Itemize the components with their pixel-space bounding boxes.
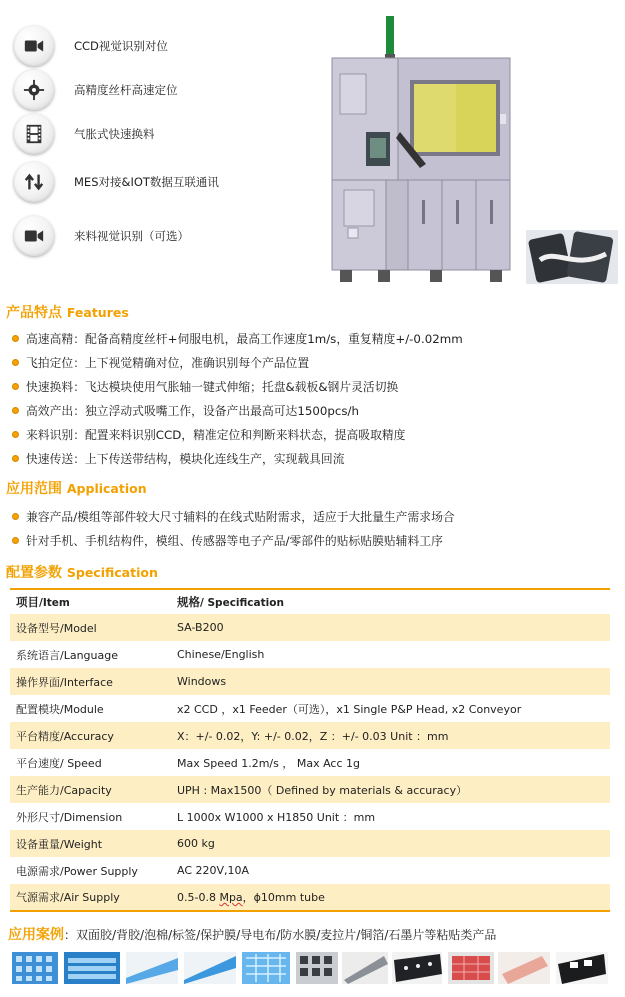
bullet-dot-icon <box>12 383 19 390</box>
bullet-dot-icon <box>12 513 19 520</box>
feature-label: 来料视觉识别（可选） <box>74 229 189 243</box>
table-row: 系统语言/Language Chinese/English <box>16 648 265 662</box>
feature-incoming-vision <box>14 216 189 256</box>
table-row: 平台速度/ Speed Max Speed 1.2m/s ， Max Acc 1g <box>16 756 360 770</box>
feature-screw-positioning <box>14 70 178 110</box>
list-item: 兼容产品/模组等部件较大尺寸辅料的在线式贴附需求，适应于大批量生产需求场合 <box>12 508 455 525</box>
feature-ccd-alignment <box>14 26 168 66</box>
bullet-dot-icon <box>12 455 19 462</box>
sync-arrows-icon <box>23 171 45 193</box>
application-heading <box>6 478 147 498</box>
table-row: 气源需求/Air Supply 0.5-0.8 Mpa，ϕ10mm tube <box>10 884 610 911</box>
table-row: 设备型号/Model SA-B200 <box>10 614 610 641</box>
spec-title-en: Specification <box>66 565 158 580</box>
features-title-en: Features <box>66 305 129 320</box>
table-row: 平台精度/Accuracy X：+/- 0.02，Y: +/- 0.02，Z ：+/- 0.03 Unit ：mm <box>10 722 610 749</box>
feature-label: MES对接&IOT数据互联通讯 <box>74 175 219 189</box>
bullet-dot-icon <box>12 407 19 414</box>
list-item: 针对手机、手机结构件，模组、传感器等电子产品/零部件的贴标贴膜贴辅料工序 <box>12 532 443 549</box>
table-row: 操作界面/Interface Windows <box>10 668 610 695</box>
cases-text: ：双面胶/背胶/泡棉/标签/保护膜/导电布/防水膜/麦拉片/铜箔/石墨片等粘贴类产品 <box>64 928 497 942</box>
video-camera-icon <box>23 225 45 247</box>
bullet-dot-icon <box>12 335 19 342</box>
application-cases <box>8 924 496 944</box>
features-heading <box>6 302 129 322</box>
machine-image <box>330 14 522 290</box>
table-row: 生产能力/Capacity UPH : Max1500（ Defined by materials & accuracy） <box>10 776 610 803</box>
case-sample-thumbnails <box>12 950 612 986</box>
features-title-cn: 产品特点 <box>6 305 62 321</box>
spec-table-header: 项目/Item 规格/ Specification <box>10 589 610 614</box>
bullet-dot-icon <box>12 359 19 366</box>
list-item: 快速换料：飞达模块使用气胀轴一键式伸缩；托盘&载板&钢片灵活切换 <box>12 378 398 395</box>
list-item: 高效产出：独立浮动式吸嘴工作，设备产出最高可达1500pcs/h <box>12 402 359 419</box>
bullet-dot-icon <box>12 431 19 438</box>
list-item: 快速传送：上下传送带结构，模块化连线生产，实现载具回流 <box>12 450 345 467</box>
feature-quick-change <box>14 114 155 154</box>
spec-heading <box>6 562 158 582</box>
feature-label: CCD视觉识别对位 <box>74 39 168 53</box>
table-row: 外形尺寸/Dimension L 1000x W1000 x H1850 Unit ：mm <box>16 810 376 824</box>
sample-product-photo <box>526 230 618 284</box>
feature-mes-iot <box>14 162 219 202</box>
application-title-cn: 应用范围 <box>6 481 62 497</box>
spec-table <box>10 588 610 912</box>
cases-title: 应用案例 <box>8 927 64 943</box>
film-strip-icon <box>23 123 45 145</box>
spec-title-cn: 配置参数 <box>6 565 62 581</box>
table-row: 配置模块/Module x2 CCD ，x1 Feeder（可选），x1 Single P&P Head, x2 Conveyor <box>16 702 522 716</box>
video-camera-icon <box>23 35 45 57</box>
bullet-dot-icon <box>12 537 19 544</box>
table-row: 电源需求/Power Supply AC 220V,10A <box>16 864 250 878</box>
table-row: 设备重量/Weight 600 kg <box>10 830 610 857</box>
feature-label: 高精度丝杆高速定位 <box>74 83 178 97</box>
list-item: 来料识别：配置来料识别CCD，精准定位和判断来料状态，提高吸取精度 <box>12 426 405 443</box>
list-item: 飞拍定位：上下视觉精确对位，准确识别每个产品位置 <box>12 354 309 371</box>
list-item: 高速高精：配备高精度丝杆+伺服电机，最高工作速度1m/s，重复精度+/-0.02mm <box>12 330 463 347</box>
feature-label: 气胀式快速换料 <box>74 127 155 141</box>
crosshair-target-icon <box>23 79 45 101</box>
application-title-en: Application <box>66 481 147 496</box>
